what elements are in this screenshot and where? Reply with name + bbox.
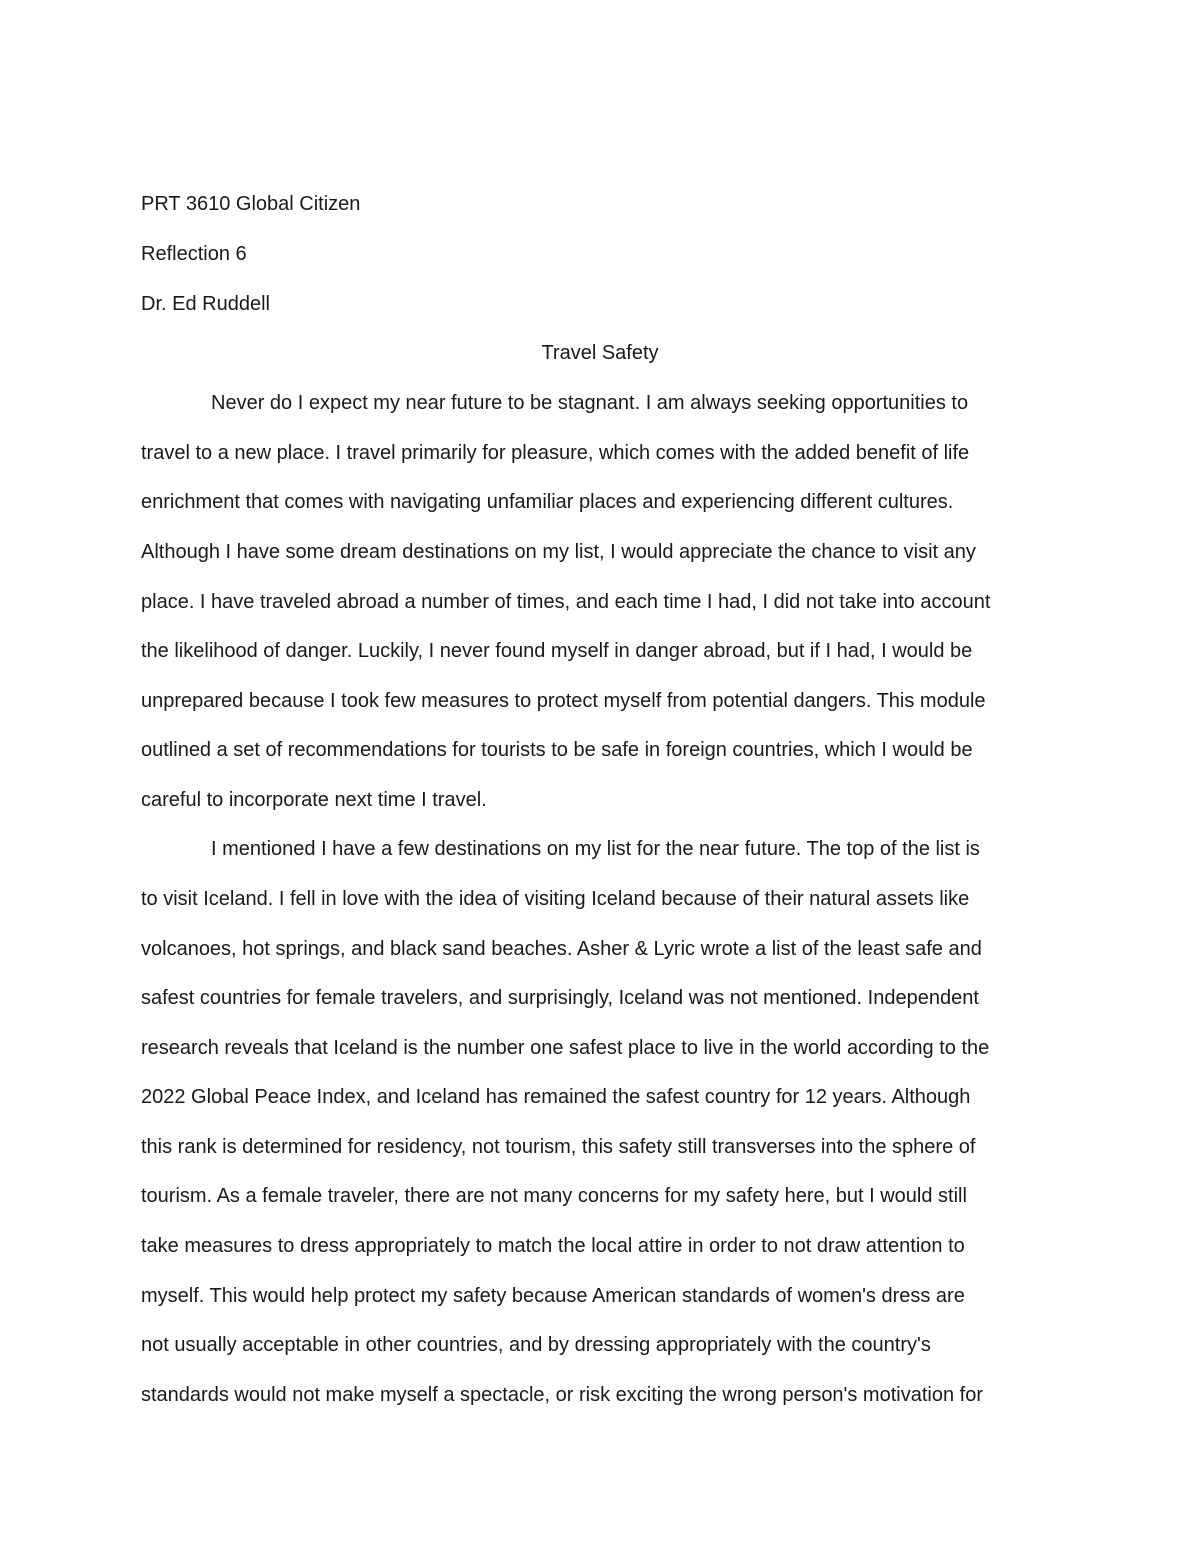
paragraph-1-line: travel to a new place. I travel primarily for pleasure, which comes with the added benefit of life [141, 442, 970, 464]
paragraph-2-line: safest countries for female travelers, and surprisingly, Iceland was not mentioned. Independent [141, 987, 979, 1009]
paragraph-1-line: the likelihood of danger. Luckily, I never found myself in danger abroad, but if I had, I would be [141, 640, 973, 662]
paragraph-2-line: standards would not make myself a spectacle, or risk exciting the wrong person's motivation for [141, 1384, 983, 1406]
paragraph-1-line: Never do I expect my near future to be stagnant. I am always seeking opportunities to [211, 392, 969, 414]
paragraph-2-line: this rank is determined for residency, not tourism, this safety still transverses into the sphere of [141, 1136, 976, 1158]
course-line: PRT 3610 Global Citizen [141, 193, 361, 215]
paragraph-2-line: take measures to dress appropriately to match the local attire in order to not draw attention to [141, 1235, 965, 1257]
paragraph-2-line: myself. This would help protect my safety because American standards of women's dress are [141, 1285, 965, 1307]
paragraph-1-line: careful to incorporate next time I travel. [141, 789, 487, 811]
paragraph-2-line: 2022 Global Peace Index, and Iceland has remained the safest country for 12 years. Although [141, 1086, 971, 1108]
paragraph-2-line: not usually acceptable in other countries, and by dressing appropriately with the country's [141, 1334, 931, 1356]
paragraph-1-line: outlined a set of recommendations for tourists to be safe in foreign countries, which I would be [141, 739, 973, 761]
paragraph-2-line: to visit Iceland. I fell in love with the idea of visiting Iceland because of their natural assets like [141, 888, 970, 910]
paragraph-1-line: unprepared because I took few measures to protect myself from potential dangers. This module [141, 690, 986, 712]
paragraph-1-line: Although I have some dream destinations on my list, I would appreciate the chance to visit any [141, 541, 976, 563]
paragraph-1-line: enrichment that comes with navigating unfamiliar places and experiencing different cultures. [141, 491, 954, 513]
paragraph-2-line: volcanoes, hot springs, and black sand beaches. Asher & Lyric wrote a list of the least safe and [141, 938, 982, 960]
paragraph-2-line: research reveals that Iceland is the number one safest place to live in the world according to the [141, 1037, 990, 1059]
instructor-line: Dr. Ed Ruddell [141, 293, 270, 315]
paragraph-2-line: I mentioned I have a few destinations on my list for the near future. The top of the list is [211, 838, 980, 860]
document-title: Travel Safety [541, 342, 659, 364]
assignment-line: Reflection 6 [141, 243, 247, 265]
paragraph-1-line: place. I have traveled abroad a number of times, and each time I had, I did not take into account [141, 591, 991, 613]
paragraph-2-line: tourism. As a female traveler, there are not many concerns for my safety here, but I would still [141, 1185, 967, 1207]
